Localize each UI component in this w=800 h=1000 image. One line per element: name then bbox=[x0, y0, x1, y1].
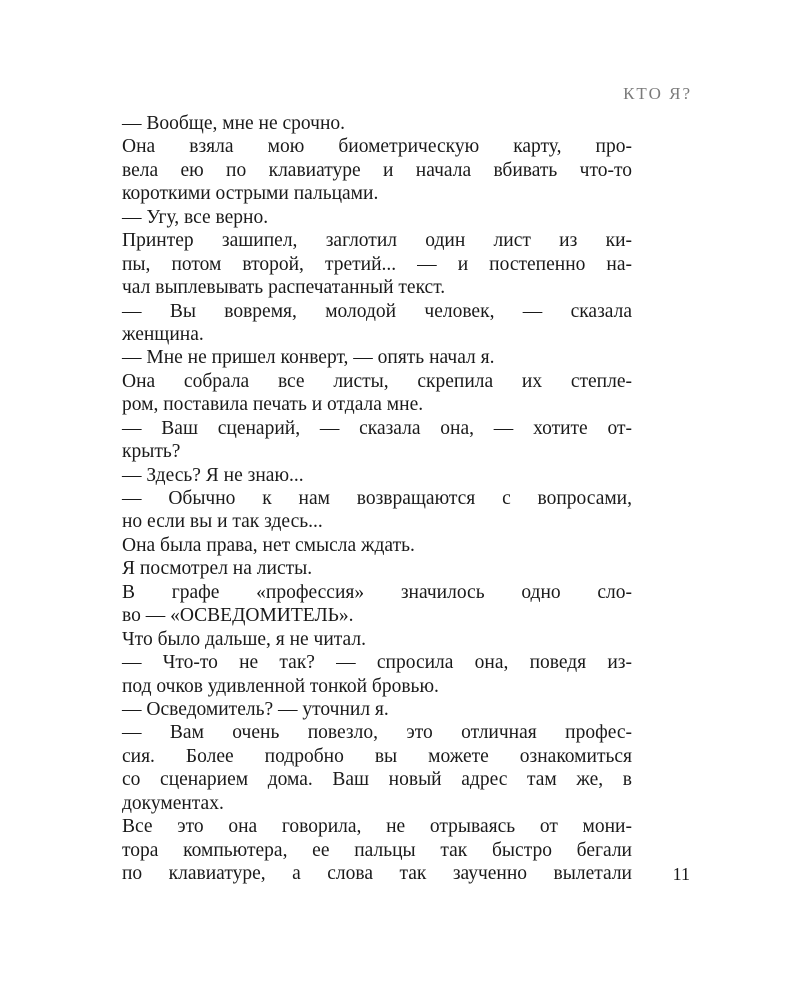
text-line: — Осведомитель? — уточнил я. bbox=[122, 698, 389, 720]
text-line: — Здесь? Я не знаю... bbox=[122, 464, 304, 486]
text-line: короткими острыми пальцами. bbox=[122, 183, 379, 205]
text-line: под очков удивленной тонкой бровью. bbox=[122, 675, 439, 697]
text-line: тора компьютера, ее пальцы так быстро бегали bbox=[122, 839, 632, 861]
text-line: — Вы вовремя, молодой человек, — сказала bbox=[122, 300, 632, 322]
text-line: — Угу, все верно. bbox=[122, 206, 269, 228]
text-line: — Мне не пришел конверт, — опять начал я. bbox=[122, 347, 495, 369]
text-line: — Ваш сценарий, — сказала она, — хотите от- bbox=[122, 417, 632, 439]
text-line: — Вообще, мне не срочно. bbox=[122, 113, 346, 134]
text-line: по клавиатуре, а слова так заученно вылетали bbox=[122, 863, 632, 884]
text-line: вела ею по клавиатуре и начала вбивать что-то bbox=[122, 159, 632, 181]
text-line: Все это она говорила, не отрываясь от мони- bbox=[122, 816, 632, 838]
text-line: — Что-то не так? — спросила она, поведя из- bbox=[122, 652, 632, 674]
text-line: Я посмотрел на листы. bbox=[122, 558, 313, 580]
text-line: ром, поставила печать и отдала мне. bbox=[122, 394, 424, 416]
text-line: документах. bbox=[122, 792, 224, 814]
text-line: — Вам очень повезло, это отличная профес- bbox=[122, 722, 632, 744]
page-number: 11 bbox=[672, 864, 690, 884]
text-line: В графе «профессия» значилось одно сло- bbox=[122, 581, 632, 603]
text-line: женщина. bbox=[122, 323, 204, 345]
text-line: Она была права, нет смысла ждать. bbox=[122, 534, 415, 556]
text-line: но если вы и так здесь... bbox=[122, 511, 323, 533]
text-line: — Обычно к нам возвращаются с вопросами, bbox=[122, 488, 632, 509]
text-line: Она собрала все листы, скрепила их степле- bbox=[122, 370, 632, 392]
text-line: со сценарием дома. Ваш новый адрес там же, в bbox=[122, 769, 632, 791]
body-text bbox=[122, 112, 632, 885]
text-line: пы, потом второй, третий... — и постепенно на- bbox=[122, 253, 632, 275]
text-line: во — «ОСВЕДОМИТЕЛЬ». bbox=[122, 605, 354, 627]
text-line: сия. Более подробно вы можете ознакомиться bbox=[122, 745, 632, 767]
text-line: Что было дальше, я не читал. bbox=[122, 628, 366, 650]
text-line: крыть? bbox=[122, 441, 181, 463]
text-line: Она взяла мою биометрическую карту, про- bbox=[122, 136, 632, 158]
text-line: Принтер зашипел, заглотил один лист из ки- bbox=[122, 230, 632, 252]
text-line: чал выплевывать распечатанный текст. bbox=[122, 277, 446, 299]
running-head: КТО Я? bbox=[623, 84, 692, 103]
